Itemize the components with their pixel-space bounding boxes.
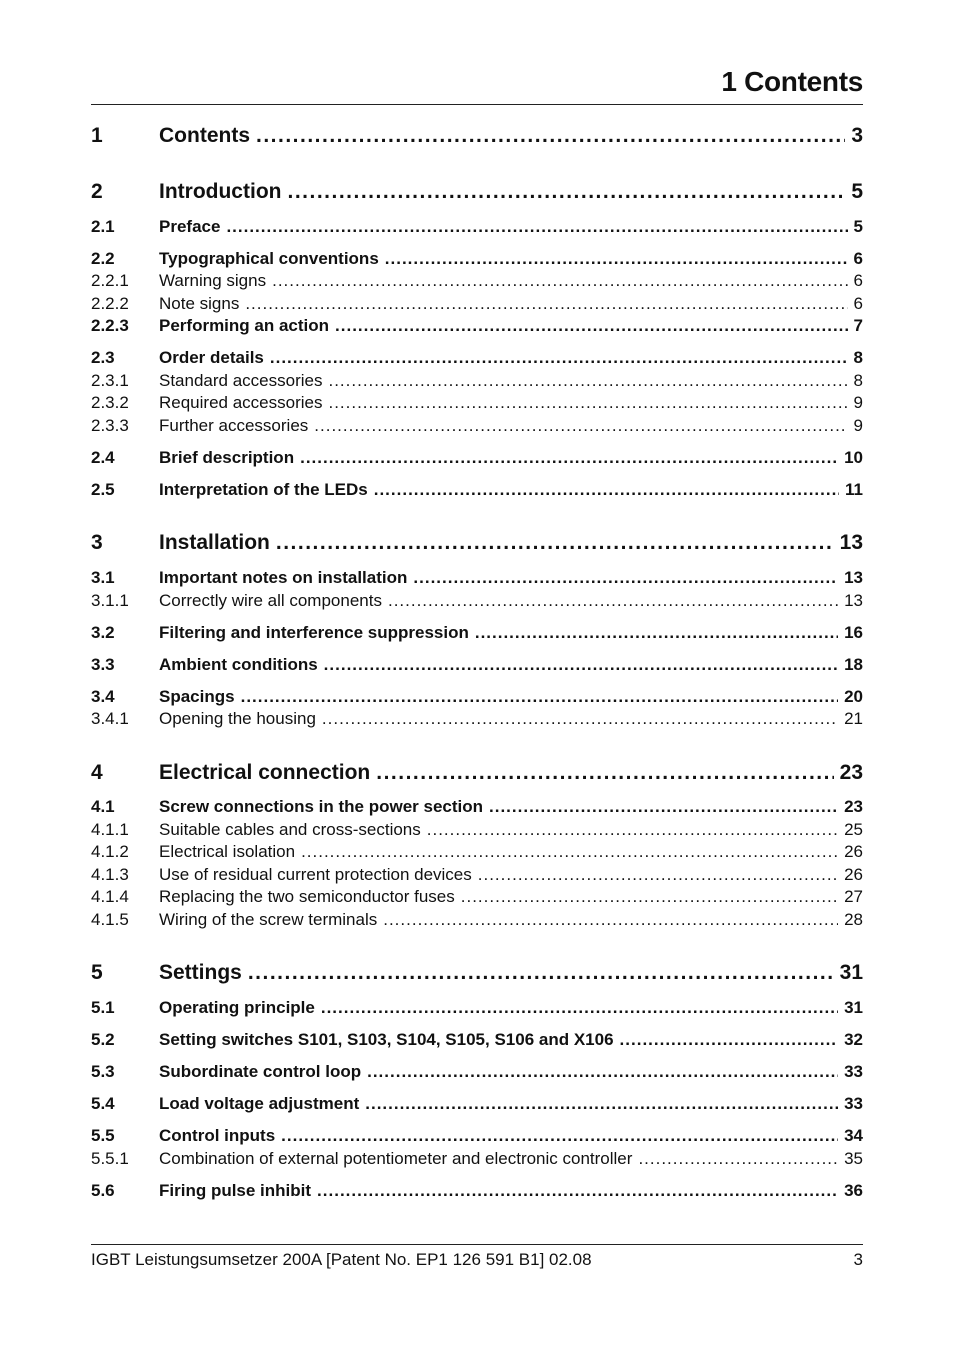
toc-entry-page: 5 (853, 217, 863, 236)
toc-entry-number: 4.1.4 (91, 887, 129, 906)
toc-entry-title: Order details (159, 348, 264, 367)
toc-entry-number: 2.5 (91, 480, 115, 499)
toc-entry[interactable] (91, 393, 863, 413)
toc-entry-number: 5.2 (91, 1030, 115, 1049)
toc-entry[interactable] (91, 480, 863, 500)
toc-entry-number: 3 (91, 531, 103, 554)
toc-entry-title: Ambient conditions (159, 655, 318, 674)
toc-entry-title: Preface (159, 217, 221, 236)
toc-entry[interactable] (91, 655, 863, 675)
toc-entry-title: Important notes on installation (159, 568, 408, 587)
toc-entry-title: Suitable cables and cross-sections (159, 820, 421, 839)
toc-entry[interactable] (91, 316, 863, 336)
toc-entry-number: 5.6 (91, 1181, 115, 1200)
toc-entry-page: 8 (853, 348, 863, 367)
toc-leader-dots (301, 842, 838, 862)
toc-entry-title: Brief description (159, 448, 295, 467)
footer-document-title: IGBT Leistungsumsetzer 200A [Patent No. EP1 126 591 B1] 02.08 (91, 1250, 592, 1269)
toc-entry-title: Subordinate control loop (159, 1062, 362, 1081)
toc-leader-dots (314, 416, 847, 436)
toc-entry-page: 6 (853, 294, 863, 313)
toc-entry-number: 2.3 (91, 348, 115, 367)
toc-entry-title: Spacings (159, 687, 235, 706)
toc-entry-page: 6 (853, 271, 863, 290)
toc-entry[interactable] (91, 348, 863, 368)
toc-entry-number: 4 (91, 761, 103, 784)
toc-entry[interactable] (91, 1181, 863, 1201)
toc-leader-dots (226, 217, 847, 237)
toc-entry-title: Operating principle (159, 998, 315, 1017)
toc-entry-page: 32 (844, 1030, 863, 1049)
toc-entry-page: 31 (839, 961, 863, 984)
toc-entry[interactable] (91, 820, 863, 840)
toc-entry[interactable] (91, 709, 863, 729)
toc-leader-dots (365, 1094, 838, 1114)
toc-entry-page: 3 (851, 124, 863, 147)
toc-entry-number: 4.1.5 (91, 910, 129, 929)
toc-leader-dots (376, 761, 833, 785)
toc-entry-page: 33 (844, 1062, 863, 1081)
toc-leader-dots (321, 998, 838, 1018)
toc-entry-title: Installation (159, 531, 270, 554)
toc-entry-number: 4.1 (91, 797, 115, 816)
toc-entry-number: 3.1.1 (91, 591, 129, 610)
toc-entry[interactable] (91, 180, 863, 204)
toc-entry[interactable] (91, 531, 863, 555)
toc-entry-page: 26 (844, 865, 863, 884)
toc-entry-number: 5 (91, 961, 103, 984)
toc-entry-title: Required accessories (159, 393, 323, 412)
toc-entry-number: 2.3.2 (91, 393, 129, 412)
toc-entry-title: Contents (159, 124, 250, 147)
toc-entry-number: 2.1 (91, 217, 115, 236)
toc-entry-title: Wiring of the screw terminals (159, 910, 378, 929)
toc-entry-title: Electrical isolation (159, 842, 296, 861)
toc-entry[interactable] (91, 1030, 863, 1050)
toc-leader-dots (272, 271, 847, 291)
toc-entry-page: 23 (839, 761, 863, 784)
toc-entry[interactable] (91, 910, 863, 930)
toc-entry[interactable] (91, 371, 863, 391)
toc-leader-dots (475, 623, 838, 643)
toc-entry[interactable] (91, 568, 863, 588)
toc-leader-dots (300, 448, 838, 468)
toc-entry-page: 31 (844, 998, 863, 1017)
toc-entry[interactable] (91, 1094, 863, 1114)
toc-entry-title: Typographical conventions (159, 249, 379, 268)
toc-entry-page: 9 (853, 416, 863, 435)
toc-entry[interactable] (91, 124, 863, 148)
toc-entry[interactable] (91, 887, 863, 907)
toc-entry[interactable] (91, 961, 863, 985)
toc-entry-title: Electrical connection (159, 761, 371, 784)
toc-entry-title: Control inputs (159, 1126, 276, 1145)
toc-entry[interactable] (91, 416, 863, 436)
toc-entry-number: 3.3 (91, 655, 115, 674)
header-divider (91, 104, 863, 105)
toc-entry-title: Setting switches S101, S103, S104, S105, S106 and X106 (159, 1030, 614, 1049)
toc-entry-number: 3.4 (91, 687, 115, 706)
toc-entry[interactable] (91, 842, 863, 862)
toc-entry-title: Load voltage adjustment (159, 1094, 360, 1113)
toc-entry[interactable] (91, 1062, 863, 1082)
toc-entry-number: 2.4 (91, 448, 115, 467)
toc-entry-page: 6 (853, 249, 863, 268)
toc-leader-dots (324, 655, 838, 675)
toc-entry-page: 5 (851, 180, 863, 203)
toc-leader-dots (248, 961, 834, 985)
toc-entry[interactable] (91, 623, 863, 643)
toc-entry-number: 2.2.2 (91, 294, 129, 313)
toc-entry[interactable] (91, 448, 863, 468)
toc-entry[interactable] (91, 865, 863, 885)
toc-entry-title: Use of residual current protection devices (159, 865, 472, 884)
toc-entry-page: 8 (853, 371, 863, 390)
toc-entry-page: 33 (844, 1094, 863, 1113)
toc-entry-page: 26 (844, 842, 863, 861)
toc-leader-dots (256, 124, 845, 148)
toc-leader-dots (620, 1030, 839, 1050)
toc-leader-dots (270, 348, 848, 368)
toc-entry-page: 13 (839, 531, 863, 554)
toc-entry-number: 2.3.1 (91, 371, 129, 390)
footer-page-number: 3 (853, 1250, 863, 1269)
toc-entry-number: 2.3.3 (91, 416, 129, 435)
toc-leader-dots (427, 820, 838, 840)
toc-entry[interactable] (91, 591, 863, 611)
toc-entry-number: 2.2 (91, 249, 115, 268)
footer-divider (91, 1244, 863, 1245)
toc-entry-title: Performing an action (159, 316, 330, 335)
toc-entry-number: 4.1.1 (91, 820, 129, 839)
toc-entry[interactable] (91, 797, 863, 817)
toc-entry-number: 1 (91, 124, 103, 147)
toc-entry[interactable] (91, 294, 863, 314)
toc-entry-number: 5.5 (91, 1126, 115, 1145)
toc-entry[interactable] (91, 998, 863, 1018)
toc-entry-page: 13 (844, 591, 863, 610)
toc-entry-number: 3.4.1 (91, 709, 129, 728)
toc-entry-page: 36 (844, 1181, 863, 1200)
toc-leader-dots (367, 1062, 838, 1082)
toc-entry[interactable] (91, 217, 863, 237)
page-title: 1 Contents (721, 66, 863, 97)
toc-entry-number: 2.2.3 (91, 316, 129, 335)
toc-leader-dots (638, 1149, 838, 1169)
toc-entry-title: Filtering and interference suppression (159, 623, 469, 642)
toc-entry-page: 25 (844, 820, 863, 839)
toc-entry[interactable] (91, 761, 863, 785)
toc-entry-page: 10 (844, 448, 863, 467)
toc-entry-title: Correctly wire all components (159, 591, 382, 610)
toc-entry[interactable] (91, 687, 863, 707)
toc-entry-page: 18 (844, 655, 863, 674)
toc-entry-page: 11 (845, 480, 863, 499)
toc-leader-dots (374, 480, 839, 500)
toc-entry-title: Settings (159, 961, 242, 984)
toc-leader-dots (276, 531, 834, 555)
toc-entry-title: Note signs (159, 294, 240, 313)
toc-entry-page: 21 (844, 709, 863, 728)
toc-entry-title: Warning signs (159, 271, 267, 290)
toc-entry-title: Replacing the two semiconductor fuses (159, 887, 455, 906)
toc-entry-page: 28 (844, 910, 863, 929)
toc-leader-dots (478, 865, 838, 885)
toc-entry-number: 5.1 (91, 998, 115, 1017)
toc-leader-dots (328, 393, 847, 413)
toc-entry-number: 4.1.3 (91, 865, 129, 884)
toc-entry-number: 5.4 (91, 1094, 115, 1113)
toc-entry-title: Opening the housing (159, 709, 316, 728)
toc-entry-title: Combination of external potentiometer and electronic controller (159, 1149, 633, 1168)
toc-entry[interactable] (91, 1126, 863, 1146)
toc-leader-dots (322, 709, 838, 729)
toc-entry-number: 2.2.1 (91, 271, 129, 290)
toc-entry-page: 35 (844, 1149, 863, 1168)
toc-entry[interactable] (91, 1149, 863, 1169)
toc-leader-dots (328, 371, 847, 391)
toc-entry-title: Firing pulse inhibit (159, 1181, 312, 1200)
toc-leader-dots (413, 568, 838, 588)
toc-entry-page: 7 (853, 316, 863, 335)
toc-entry-page: 34 (844, 1126, 863, 1145)
toc-leader-dots (335, 316, 848, 336)
toc-entry-title: Further accessories (159, 416, 309, 435)
toc-entry-number: 5.3 (91, 1062, 115, 1081)
toc-leader-dots (287, 180, 845, 204)
toc-entry-page: 13 (844, 568, 863, 587)
toc-entry-number: 5.5.1 (91, 1149, 129, 1168)
toc-leader-dots (383, 910, 838, 930)
toc-entry-number: 4.1.2 (91, 842, 129, 861)
toc-leader-dots (281, 1126, 838, 1146)
toc-leader-dots (461, 887, 838, 907)
toc-entry-page: 20 (844, 687, 863, 706)
toc-entry-number: 3.2 (91, 623, 115, 642)
toc-entry-title: Introduction (159, 180, 282, 203)
toc-entry-page: 23 (844, 797, 863, 816)
toc-entry[interactable] (91, 271, 863, 291)
toc-leader-dots (245, 294, 847, 314)
toc-entry-title: Interpretation of the LEDs (159, 480, 368, 499)
toc-leader-dots (388, 591, 838, 611)
toc-entry-number: 3.1 (91, 568, 115, 587)
toc-leader-dots (385, 249, 848, 269)
toc-leader-dots (317, 1181, 838, 1201)
toc-leader-dots (489, 797, 838, 817)
toc-entry[interactable] (91, 249, 863, 269)
toc-entry-page: 16 (844, 623, 863, 642)
toc-entry-number: 2 (91, 180, 103, 203)
toc-entry-page: 9 (853, 393, 863, 412)
toc-entry-title: Standard accessories (159, 371, 323, 390)
toc-entry-title: Screw connections in the power section (159, 797, 484, 816)
toc-entry-page: 27 (844, 887, 863, 906)
toc-leader-dots (241, 687, 838, 707)
